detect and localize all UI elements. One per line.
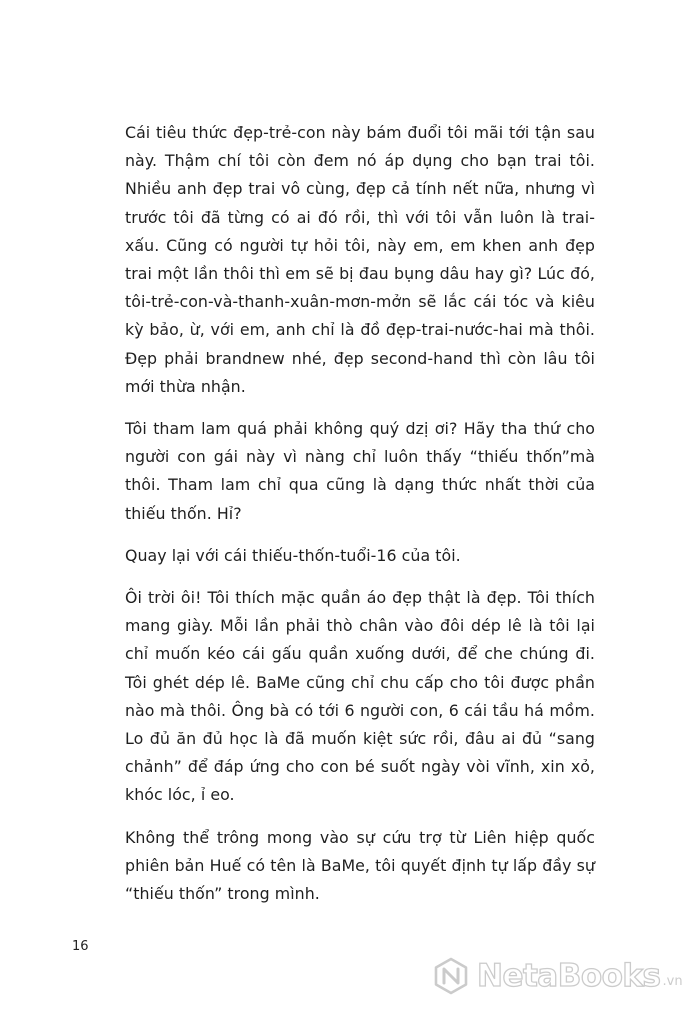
watermark	[431, 956, 683, 996]
paragraph-5: Không thể trông mong vào sự cứu trợ từ Liên hiệp quốc phiên bản Huế có tên là BaMe, tôi quyết định tự lấp đầy sự “thiếu thốn” trong mình.	[125, 827, 595, 904]
paragraph-4: Ôi trời ôi! Tôi thích mặc quần áo đẹp thật là đẹp. Tôi thích mang giày. Mỗi lần phải thò chân vào đôi dép lê là tôi lại chỉ muốn kéo cái gấu quần xuống dưới, để che chúng đi. Tôi ghét dép lê. BaMe cũng chỉ chu cấp cho tôi được phần nào mà thôi. Ông bà có tới 6 người con, 6 cái tầu há mồm. Lo đủ ăn đủ học là đã muốn kiệt sức rồi, đâu ai đủ “sang chảnh” để đáp ứng cho con bé suốt ngày vòi vĩnh, xin xỏ, khóc lóc, ỉ eo.	[125, 588, 595, 805]
paragraph-1: Cái tiêu thức đẹp-trẻ-con này bám đuổi tôi mãi tới tận sau này. Thậm chí tôi còn đem nó áp dụng cho bạn trai tôi. Nhiều anh đẹp trai vô cùng, đẹp cả tính nết nữa, nhưng vì trước tôi đã từng có ai đó rồi, thì với tôi vẫn luôn là trai-xấu. Cũng có người tự hỏi tôi, này em, em khen anh đẹp trai một lần thôi thì em sẽ bị đau bụng dâu hay gì? Lúc đó, tôi-trẻ-con-và-thanh-xuân-mơn-mởn sẽ lắc cái tóc và kiêu kỳ bảo, ừ, với em, anh chỉ là đồ đẹp-trai-nước-hai mà thôi. Đẹp phải brandnew nhé, đẹp second-hand thì còn lâu tôi mới thừa nhận.	[125, 123, 595, 396]
paragraph-2: Tôi tham lam quá phải không quý dzị ơi? Hãy tha thứ cho người con gái này vì nàng chỉ luôn thấy “thiếu thốn”mà thôi. Tham lam chỉ qua cũng là dạng thức nhất thời của thiếu thốn. Hỉ?	[125, 419, 595, 523]
netabooks-n-logo-icon	[431, 956, 471, 996]
page-body	[125, 119, 595, 922]
paragraph-3: Quay lại với cái thiếu-thốn-tuổi-16 của tôi.	[125, 545, 461, 565]
watermark-brand: NetaBooks	[477, 958, 661, 994]
watermark-suffix: .vn	[662, 973, 683, 989]
page-number: 16	[72, 939, 89, 954]
